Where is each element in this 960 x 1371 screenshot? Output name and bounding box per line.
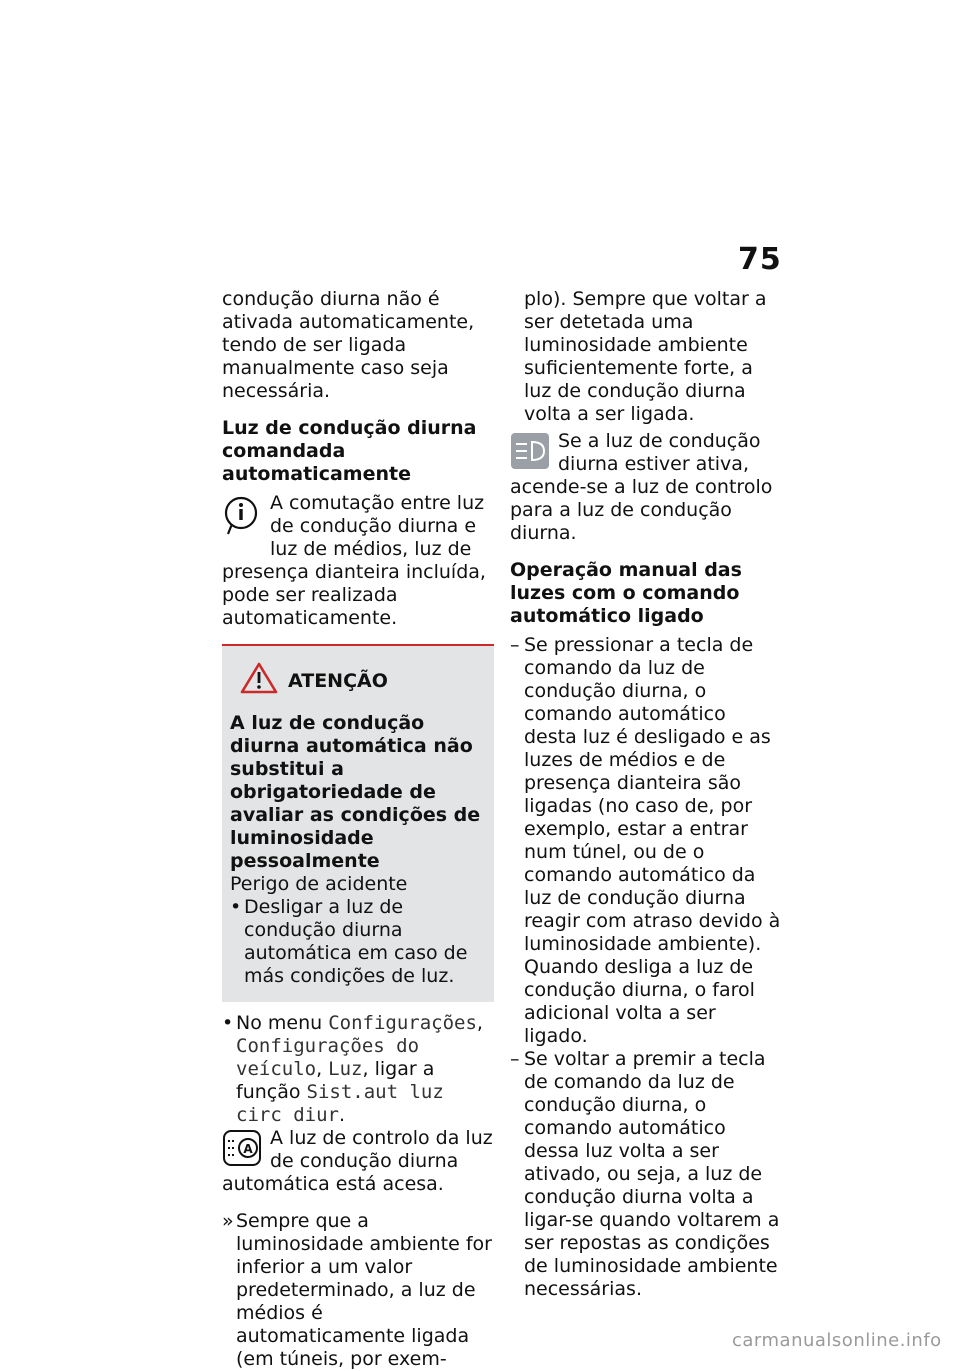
step-text [236,1012,494,1127]
step-instruction [222,1012,494,1127]
info-icon [222,494,262,542]
result-text-body: Sempre que a luminosidade ambiente for inferior a um valor predeterminado, a luz de médios é automaticamente ligada (em túneis, por exem- [236,1210,492,1370]
dash-mark: – [510,1048,520,1070]
warning-bullet [230,896,486,988]
warning-hazard: Perigo de acidente [230,873,408,895]
dash-item [510,1048,782,1301]
indicator-note [222,1127,494,1196]
auto-light-indicator-icon [222,1129,262,1173]
indicator-note-text: A luz de controlo da luz de condução diurna automática está acesa. [222,1127,493,1195]
info-note-text: A comutação entre luz de condução diurna e luz de médios, luz de presença dianteira incluída, pode ser realizada automaticamente. [222,492,486,629]
warning-box [222,644,494,1002]
step-middle: , ligar a função [236,1058,435,1103]
lamp-note-text: Se a luz de condução diurna estiver ativa, acende-se a luz de controlo para a luz de condução diurna. [510,430,773,544]
intro-text: condução diurna não é ativada automaticamente, tendo de ser ligada manualmente caso seja necessária. [222,288,475,402]
dash-mark: – [510,634,520,656]
warning-title: ATENÇÃO [288,669,388,692]
page-number: 75 [738,242,782,277]
right-column [510,288,782,1301]
dash-item-text: Se voltar a premir a tecla de comando da luz de condução diurna, o comando automático dessa luz volta a ser ativado, ou seja, a luz de condução diurna volta a ligar-se quando voltarem a ser repostas as condições de luminosidade ambiente necessárias. [524,1048,780,1300]
manual-operation-heading: Operação manual das luzes com o comando automático ligado [510,559,742,627]
menu-separator: , [476,1012,483,1034]
section-heading: Luz de condução diurna comandada automaticamente [222,417,477,485]
warning-triangle-icon [240,662,278,700]
left-column [222,288,494,1371]
step-end: . [338,1104,345,1126]
lamp-note [510,430,782,545]
warning-header [240,662,486,700]
warning-statement: A luz de condução diurna automática não substitui a obrigatoriedade de avaliar as condições de luminosidade pessoalmente [230,712,481,872]
result-mark: » [222,1210,234,1232]
dash-item [510,634,782,1048]
menu-path-2: Configurações do veículo [236,1035,420,1080]
svg-text:A: A [243,1142,253,1156]
bullet-mark: • [222,1012,234,1034]
step-prefix: No menu [236,1012,329,1034]
menu-path-1: Configurações [328,1012,477,1034]
footer-watermark: carmanualsonline.info [732,1330,942,1351]
info-note [222,492,494,630]
menu-separator: , [316,1058,329,1080]
bullet-mark: • [230,896,242,918]
dash-item-text: Se pressionar a tecla de comando da luz de condução diurna, o comando automático desta luz é desligado e as luzes de médios e de presença dianteira são ligadas (no caso de, por exemplo, estar a entrar num túnel, ou de o comando automático da luz de condução diurna reagir com atraso devido à luminosidade ambiente). Quando desliga a luz de condução diurna, o farol adicional volta a ser ligado. [524,634,781,1047]
continuation-text: plo). Sempre que voltar a ser detetada uma luminosidade ambiente suficientemente forte, a luz de condução diurna volta a ser ligada. [524,288,767,425]
warning-bullet-text: Desligar a luz de condução diurna automática em caso de más condições de luz. [244,896,468,987]
function-name: Sist.aut luz circ diur [236,1081,444,1126]
result-text [222,1210,494,1371]
menu-path-3: Luz [328,1058,363,1080]
daytime-light-icon [510,432,550,476]
